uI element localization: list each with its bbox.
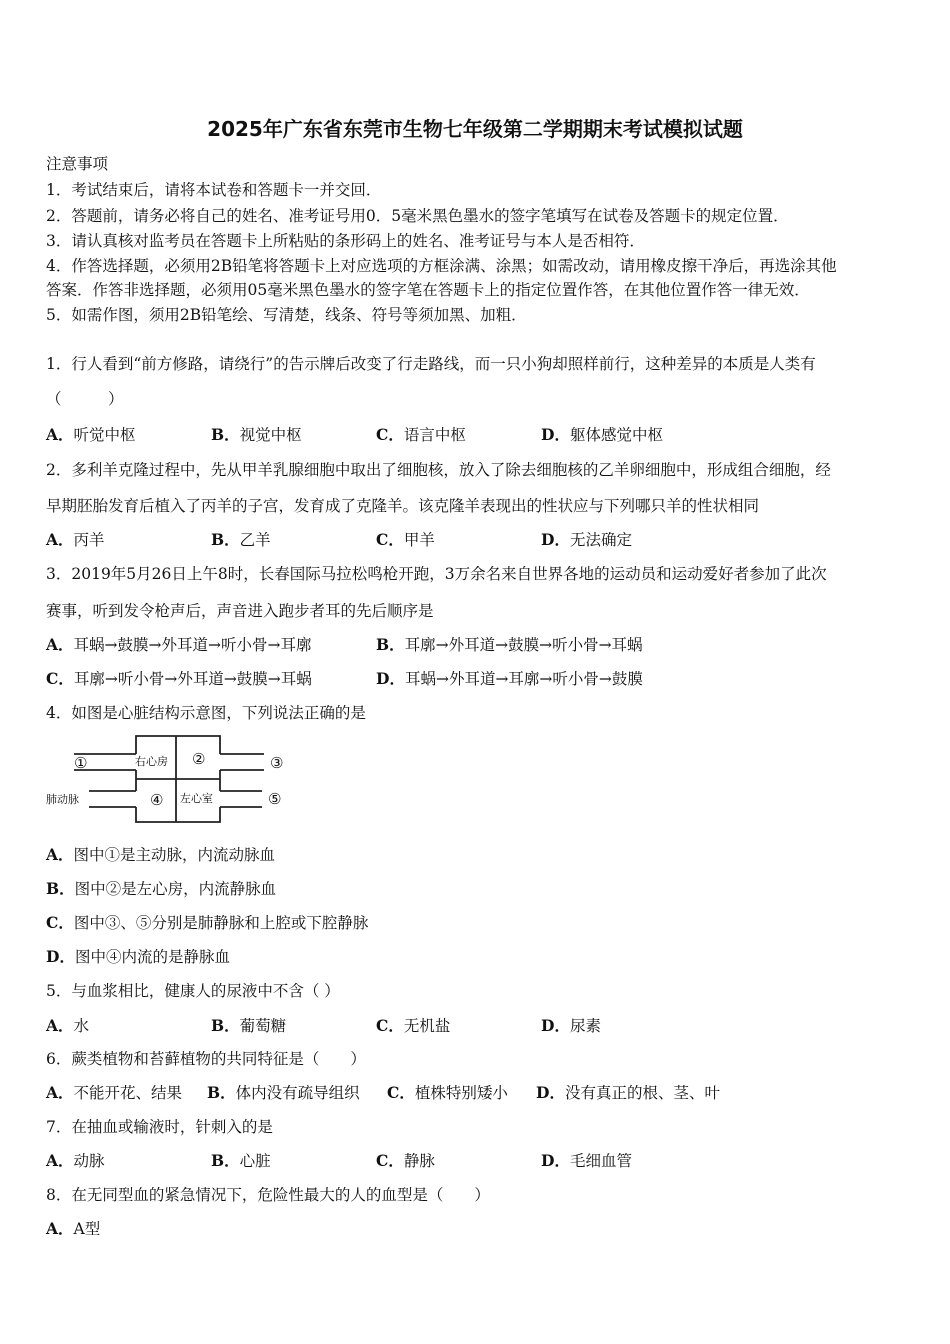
option-a[interactable]: A．听觉中枢 [46,425,136,444]
notice-item: 4．作答选择题，必须用2B铅笔将答题卡上对应选项的方框涂满、涂黑；如需改动，请用橡皮擦干净后，再选涂其他 [46,257,837,275]
notice-item: 3．请认真核对监考员在答题卡上所粘贴的条形码上的姓名、准考证号与本人是否相符． [46,232,645,250]
question-text: 8．在无同型血的紧急情况下，危险性最大的人的血型是（ ） [46,1186,490,1204]
option-c[interactable]: C．语言中枢 [376,425,466,444]
question-text: 早期胚胎发育后植入了丙羊的子宫，发育成了克隆羊。该克隆羊表现出的性状应与下列哪只羊的性状相同 [46,497,760,515]
question-text: 4．如图是心脏结构示意图，下列说法正确的是 [46,704,366,722]
mark-2: ② [192,750,206,768]
option-c[interactable]: C．植株特别矮小 [387,1083,508,1102]
heart-diagram [44,730,304,830]
question-text: （ ） [46,390,124,408]
option-a[interactable]: A．耳蜗→鼓膜→外耳道→听小骨→耳廓 [46,635,312,654]
option-a[interactable]: A．图中①是主动脉，内流动脉血 [46,845,276,864]
option-b[interactable]: B．视觉中枢 [211,425,302,444]
option-a[interactable]: A．不能开花、结果 [46,1083,183,1102]
notice-item: 1．考试结束后，请将本试卷和答题卡一并交回． [46,181,382,199]
option-b[interactable]: B．图中②是左心房，内流静脉血 [46,879,277,898]
question-text: 赛事，听到发令枪声后，声音进入跑步者耳的先后顺序是 [46,602,434,620]
question-text: 3．2019年5月26日上午8时，长春国际马拉松鸣枪开跑，3万余名来自世界各地的运动员和运动爱好者参加了此次 [46,565,827,583]
right-atrium-label: 右心房 [135,755,168,768]
option-a[interactable]: A．丙羊 [46,530,105,549]
question-text: 2．多利羊克隆过程中，先从甲羊乳腺细胞中取出了细胞核，放入了除去细胞核的乙羊卵细胞中，形成组合细胞，经 [46,461,831,479]
option-a[interactable]: A．A型 [46,1219,101,1238]
option-b[interactable]: B．心脏 [211,1151,271,1170]
option-d[interactable]: D．图中④内流的是静脉血 [46,947,230,966]
option-b[interactable]: B．耳廓→外耳道→鼓膜→听小骨→耳蜗 [376,635,643,654]
mark-4: ④ [150,791,164,809]
question-text: 7．在抽血或输液时，针刺入的是 [46,1118,273,1136]
option-c[interactable]: C．甲羊 [376,530,435,549]
option-c[interactable]: C．图中③、⑤分别是肺静脉和上腔或下腔静脉 [46,913,369,932]
question-text: 1．行人看到“前方修路，请绕行”的告示牌后改变了行走路线，而一只小狗却照样前行，这种差异的本质是人类有 [46,355,816,373]
page-title: 2025年广东省东莞市生物七年级第二学期期末考试模拟试题 [207,117,743,141]
option-b[interactable]: B．葡萄糖 [211,1016,287,1035]
mark-5: ⑤ [268,790,282,808]
option-d[interactable]: D．无法确定 [541,530,632,549]
question-text: 5．与血浆相比，健康人的尿液中不含（ ） [46,982,340,1000]
notice-item: 答案．作答非选择题，必须用05毫米黑色墨水的签字笔在答题卡上的指定位置作答，在其他位置作答一律无效． [46,281,810,299]
question-text: 6．蕨类植物和苔藓植物的共同特征是（ ） [46,1050,366,1068]
option-b[interactable]: B．体内没有疏导组织 [207,1083,360,1102]
option-a[interactable]: A．动脉 [46,1151,105,1170]
notice-item: 5．如需作图，须用2B铅笔绘、写清楚，线条、符号等须加黑、加粗． [46,306,527,324]
mark-1: ① [74,754,88,772]
option-a[interactable]: A．水 [46,1016,90,1035]
option-c[interactable]: C．静脉 [376,1151,435,1170]
notice-heading: 注意事项 [46,155,109,173]
pulmonary-artery-label: 肺动脉 [46,793,79,806]
option-d[interactable]: D．尿素 [541,1016,601,1035]
left-ventricle-label: 左心室 [180,792,213,805]
option-b[interactable]: B．乙羊 [211,530,271,549]
option-d[interactable]: D．没有真正的根、茎、叶 [536,1083,720,1102]
option-c[interactable]: C．耳廓→听小骨→外耳道→鼓膜→耳蜗 [46,669,312,688]
notice-item: 2．答题前，请务必将自己的姓名、准考证号用0．5毫米黑色墨水的签字笔填写在试卷及答题卡的规定位置． [46,207,789,225]
option-d[interactable]: D．躯体感觉中枢 [541,425,663,444]
option-d[interactable]: D．毛细血管 [541,1151,632,1170]
option-d[interactable]: D．耳蜗→外耳道→耳廓→听小骨→鼓膜 [376,669,643,688]
mark-3: ③ [270,754,284,772]
option-c[interactable]: C．无机盐 [376,1016,451,1035]
